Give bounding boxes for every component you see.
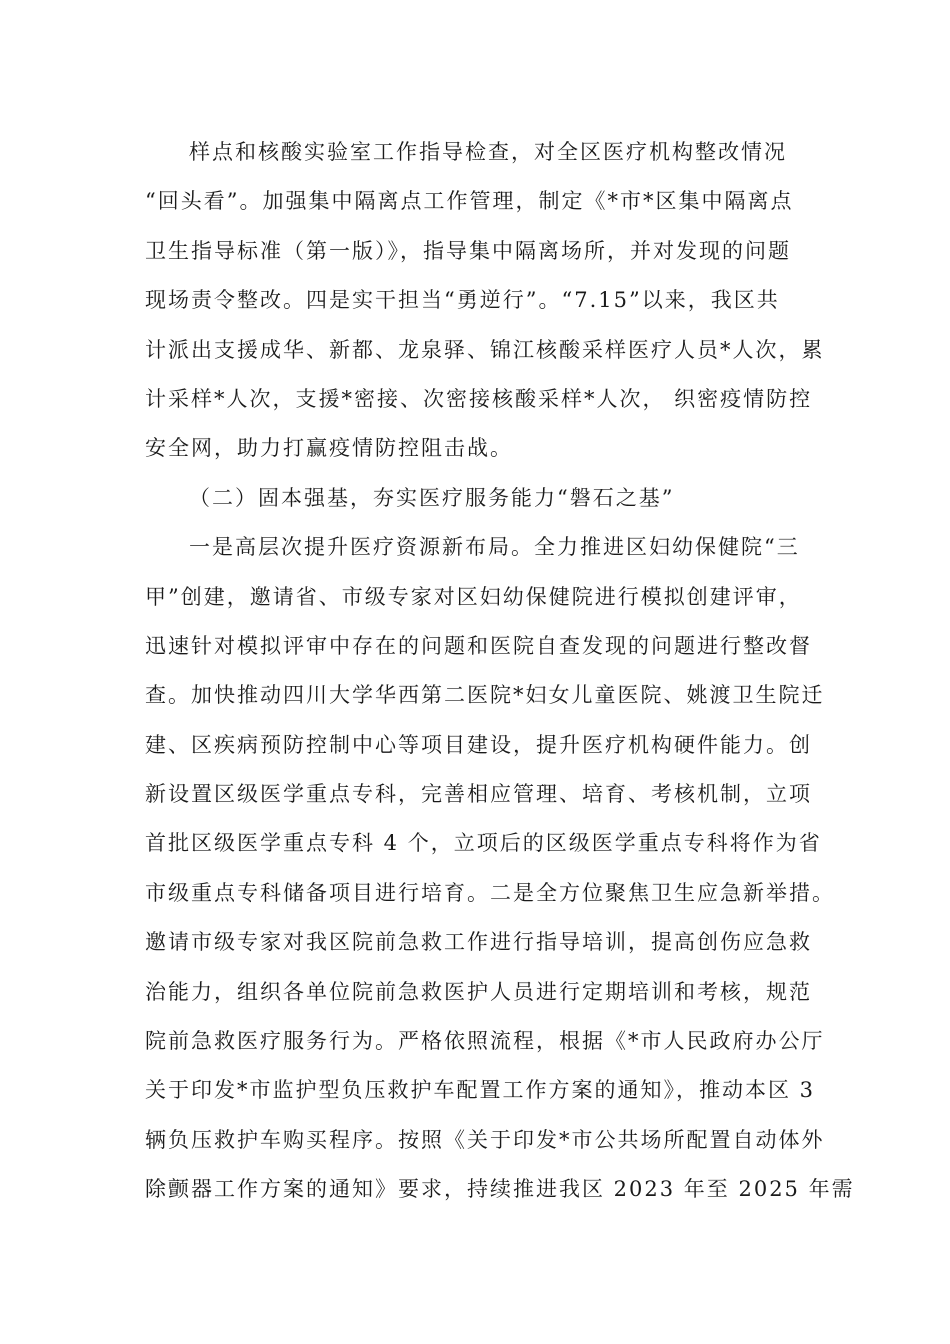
paragraph-2-line: 新设置区级医学重点专科，完善相应管理、培育、考核机制，立项 bbox=[145, 782, 812, 807]
paragraph-2-line: 邀请市级专家对我区院前急救工作进行指导培训，提高创伤应急救 bbox=[145, 930, 812, 955]
paragraph-2-line: 除颤器工作方案的通知》要求，持续推进我区 2023 年至 2025 年需 bbox=[145, 1177, 855, 1202]
paragraph-1-line: 现场责令整改。四是实干担当“勇逆行”。“7.15”以来，我区共 bbox=[145, 288, 780, 313]
paragraph-2-line: 治能力，组织各单位院前急救医护人员进行定期培训和考核，规范 bbox=[145, 979, 812, 1004]
paragraph-2-line: 院前急救医疗服务行为。严格依照流程，根据《*市人民政府办公厅 bbox=[145, 1029, 825, 1054]
paragraph-2-line: 查。加快推动四川大学华西第二医院*妇女儿童医院、姚渡卫生院迁 bbox=[145, 683, 825, 708]
paragraph-2-line: 迅速针对模拟评审中存在的问题和医院自查发现的问题进行整改督 bbox=[145, 633, 812, 658]
paragraph-2-line: 一是高层次提升医疗资源新布局。全力推进区妇幼保健院“三 bbox=[189, 535, 800, 560]
paragraph-2-line: 市级重点专科储备项目进行培育。二是全方位聚焦卫生应急新举措。 bbox=[145, 880, 835, 905]
paragraph-1-line: 计采样*人次，支援*密接、次密接核酸采样*人次， 织密疫情防控 bbox=[145, 386, 813, 411]
paragraph-1-line: 样点和核酸实验室工作指导检查，对全区医疗机构整改情况 bbox=[189, 140, 787, 164]
paragraph-2-line: 关于印发*市监护型负压救护车配置工作方案的通知》，推动本区 3 bbox=[145, 1078, 816, 1103]
paragraph-1-line: “回头看”。加强集中隔离点工作管理，制定《*市*区集中隔离点 bbox=[145, 189, 794, 214]
paragraph-2-line: 建、区疾病预防控制中心等项目建设，提升医疗机构硬件能力。创 bbox=[145, 732, 812, 757]
paragraph-2-line: 首批区级医学重点专科 4 个，立项后的区级医学重点专科将作为省 bbox=[145, 831, 822, 856]
paragraph-1-line: 安全网，助力打赢疫情防控阻击战。 bbox=[145, 436, 513, 461]
paragraph-1-line: 卫生指导标准（第一版）》，指导集中隔离场所，并对发现的问题 bbox=[145, 238, 791, 263]
document-body bbox=[145, 128, 855, 1215]
paragraph-2-line: 辆负压救护车购买程序。按照《关于印发*市公共场所配置自动体外 bbox=[145, 1127, 825, 1152]
paragraph-1-line: 计派出支援成华、新都、龙泉驿、锦江核酸采样医疗人员*人次，累 bbox=[145, 337, 825, 362]
paragraph-2-line: 甲”创建，邀请省、市级专家对区妇幼保健院进行模拟创建评审， bbox=[145, 584, 802, 609]
section-heading: （二）固本强基，夯实医疗服务能力“磐石之基” bbox=[189, 485, 675, 510]
